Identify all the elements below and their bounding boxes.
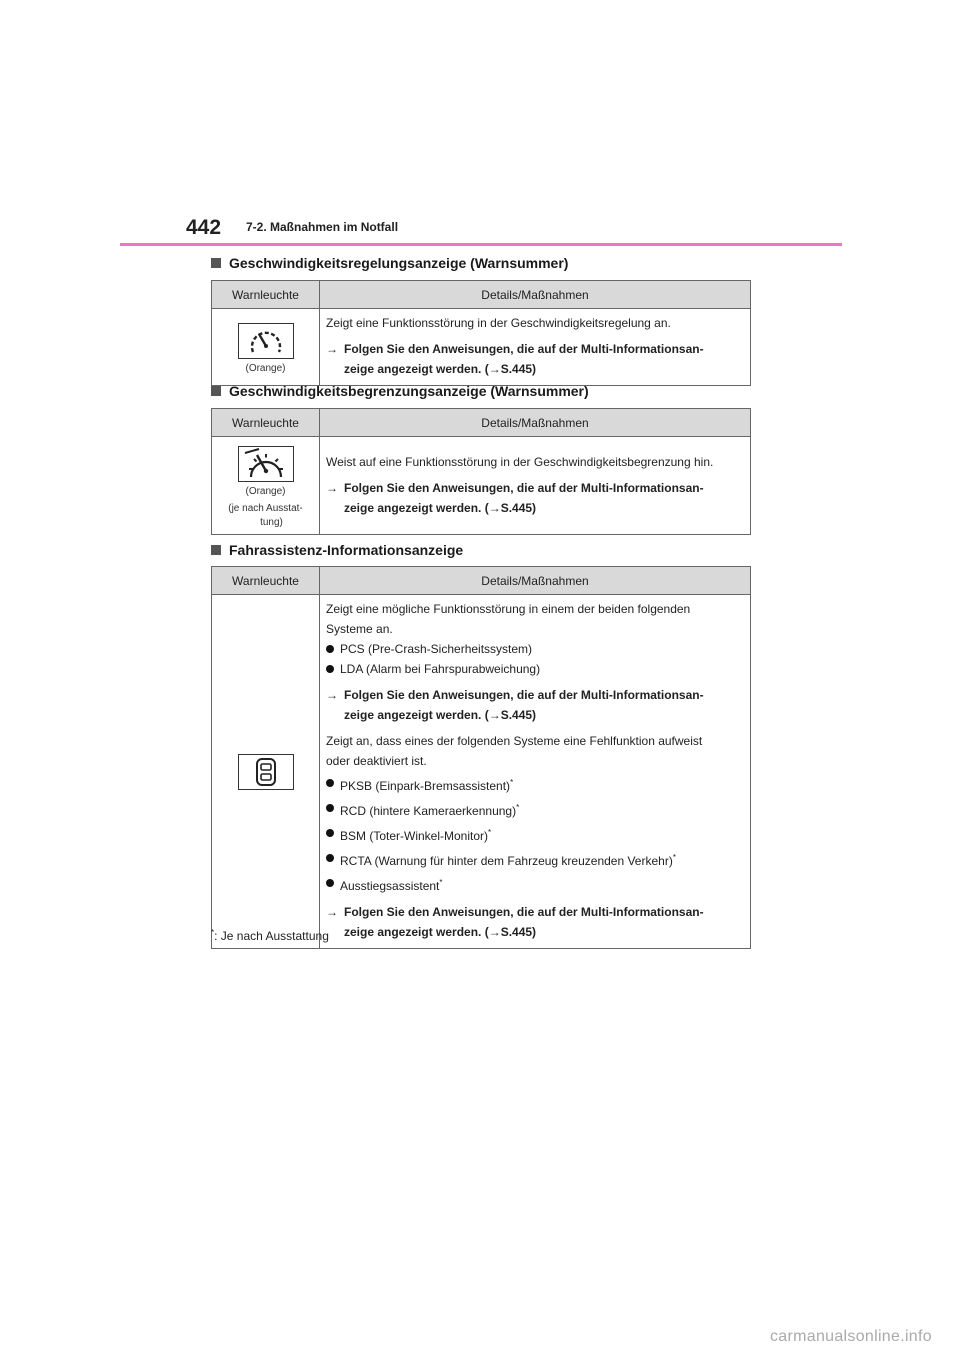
arrow-icon: → <box>326 688 338 702</box>
section-title: Geschwindigkeitsregelungsanzeige (Warnsummer) <box>229 255 569 271</box>
warning-table-speed-limiter <box>211 408 751 535</box>
list-item <box>326 798 744 821</box>
col-header-warnleuchte: Warnleuchte <box>212 567 320 595</box>
description-text: Weist auf eine Funktionsstörung in der Geschwindigkeitsbegrenzung hin. <box>326 454 714 469</box>
action-line-1: Folgen Sie den Anweisungen, die auf der Multi-Informationsan- <box>344 688 704 702</box>
col-header-details: Details/Maßnahmen <box>320 567 751 595</box>
speedometer-dashed-icon <box>238 323 294 359</box>
table-header-row <box>212 409 751 437</box>
header-rule <box>120 243 842 246</box>
footnote-marker: * <box>672 853 676 862</box>
footnote-marker: * <box>488 828 492 837</box>
warning-light-cell <box>212 437 320 535</box>
bullet-icon <box>326 665 334 673</box>
bullet-icon <box>326 829 334 837</box>
watermark: carmanualsonline.info <box>770 1328 932 1345</box>
icon-caption: (Orange) <box>245 485 286 497</box>
action-line-2: zeige angezeigt werden. (→S.445) <box>344 362 537 376</box>
list-item-label: BSM (Toter-Winkel-Monitor) <box>340 829 489 843</box>
details-cell <box>320 437 751 535</box>
square-bullet-icon <box>211 545 221 555</box>
action-instruction-2 <box>326 902 744 942</box>
description-text-line-4: oder deaktiviert ist. <box>326 754 427 768</box>
list-item <box>326 659 744 679</box>
driving-assist-car-icon <box>238 754 294 790</box>
description-text-line-2: Systeme an. <box>326 622 393 636</box>
action-line-1: Folgen Sie den Anweisungen, die auf der Multi-Informationsan- <box>344 480 704 495</box>
square-bullet-icon <box>211 258 221 268</box>
list-item <box>326 873 744 896</box>
warning-light-cell <box>212 309 320 386</box>
action-line-1: Folgen Sie den Anweisungen, die auf der Multi-Informationsan- <box>344 905 704 919</box>
col-header-details: Details/Maßnahmen <box>320 281 751 309</box>
list-item <box>326 848 744 871</box>
section-header: 7-2. Maßnahmen im Notfall <box>246 220 399 234</box>
square-bullet-icon <box>211 386 221 396</box>
footnote-star: * <box>211 928 215 937</box>
bullet-icon <box>326 804 334 812</box>
arrow-icon: → <box>326 342 338 356</box>
table-row <box>212 309 751 386</box>
footnote-marker: * <box>510 778 514 787</box>
section-heading-speed-limiter <box>211 383 589 399</box>
list-item <box>326 823 744 846</box>
icon-caption-availability-cont: tung) <box>260 516 283 528</box>
table-row <box>212 437 751 535</box>
col-header-warnleuchte: Warnleuchte <box>212 409 320 437</box>
bullet-icon <box>326 879 334 887</box>
section-heading-driving-assist <box>211 542 463 558</box>
icon-caption-availability: (je nach Ausstat- <box>228 502 303 514</box>
details-cell <box>320 309 751 386</box>
bullet-icon <box>326 854 334 862</box>
description-text-line-3: Zeigt an, dass eines der folgenden Systeme eine Fehlfunktion aufweist <box>326 734 703 748</box>
list-item <box>326 639 744 659</box>
bullet-icon <box>326 779 334 787</box>
list-item <box>326 773 744 796</box>
arrow-icon: → <box>326 905 338 919</box>
icon-caption: (Orange) <box>245 362 286 374</box>
description-text-line-1: Zeigt eine mögliche Funktionsstörung in einem der beiden folgenden <box>326 602 691 616</box>
action-instruction <box>326 478 744 518</box>
bullet-icon <box>326 645 334 653</box>
list-item-label: Ausstiegsassistent <box>340 879 440 893</box>
warning-table-cruise-control <box>211 280 751 386</box>
warning-light-cell <box>212 595 320 949</box>
action-instruction <box>326 685 744 725</box>
section-heading-cruise-control <box>211 255 568 271</box>
list-item-label: PKSB (Einpark-Bremsassistent) <box>340 779 511 793</box>
action-line-2: zeige angezeigt werden. (→S.445) <box>344 500 537 515</box>
section-title: Geschwindigkeitsbegrenzungsanzeige (Warnsummer) <box>229 383 589 399</box>
action-line-2: zeige angezeigt werden. (→S.445) <box>344 708 537 722</box>
col-header-details: Details/Maßnahmen <box>320 409 751 437</box>
description-text: Zeigt eine Funktionsstörung in der Geschwindigkeitsregelung an. <box>326 316 671 330</box>
table-header-row <box>212 567 751 595</box>
arrow-icon: → <box>326 480 338 495</box>
footnote-text: : Je nach Ausstattung <box>214 929 329 943</box>
action-instruction <box>326 339 744 379</box>
table-header-row <box>212 281 751 309</box>
action-line-1: Folgen Sie den Anweisungen, die auf der Multi-Informationsan- <box>344 342 704 356</box>
footnote-marker: * <box>439 878 443 887</box>
section-title: Fahrassistenz-Informationsanzeige <box>229 542 464 558</box>
list-item-label: PCS (Pre-Crash-Sicherheitssystem) <box>340 642 533 656</box>
page-number: 442 <box>186 216 222 239</box>
list-item-label: RCTA (Warnung für hinter dem Fahrzeug kreuzenden Verkehr) <box>340 854 673 868</box>
speed-limiter-icon <box>238 446 294 482</box>
footnote-marker: * <box>516 803 520 812</box>
list-item-label: RCD (hintere Kameraerkennung) <box>340 804 517 818</box>
table-row <box>212 595 751 949</box>
col-header-warnleuchte: Warnleuchte <box>212 281 320 309</box>
details-cell <box>320 595 751 949</box>
footnote <box>211 928 329 943</box>
list-item-label: LDA (Alarm bei Fahrspurabweichung) <box>340 662 541 676</box>
warning-table-driving-assist <box>211 566 751 949</box>
action-line-2: zeige angezeigt werden. (→S.445) <box>344 925 537 939</box>
